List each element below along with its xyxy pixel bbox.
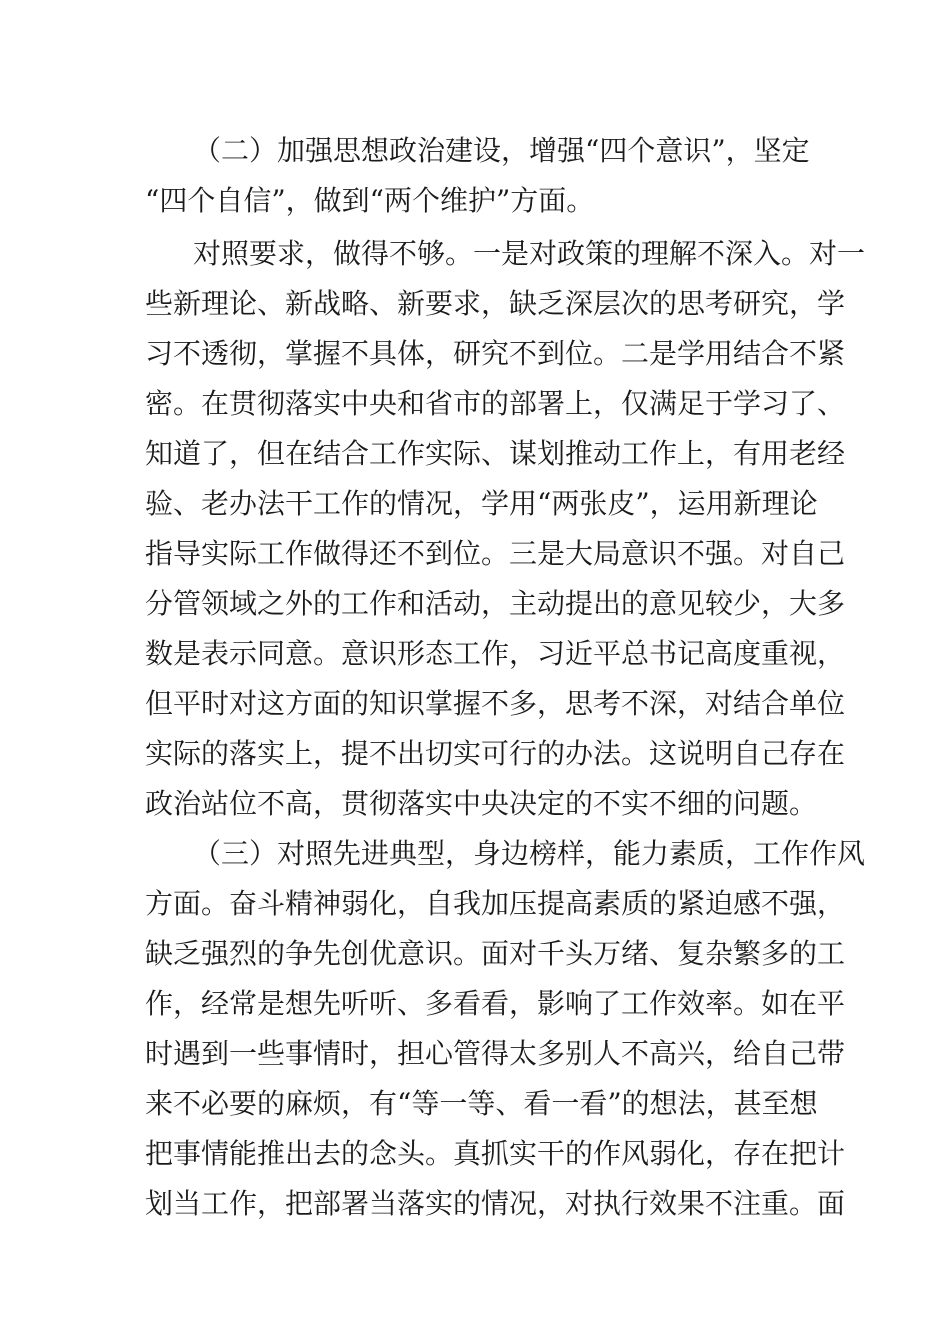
paragraph-line: 验、老办法干工作的情况，学用“两张皮”，运用新理论 [145, 487, 818, 520]
paragraph-line: 指导实际工作做得还不到位。三是大局意识不强。对自己 [145, 537, 846, 570]
paragraph-line: 密。在贯彻落实中央和省市的部署上，仅满足于学习了、 [145, 387, 846, 420]
paragraph-line: 来不必要的麻烦，有“等一等、看一看”的想法，甚至想 [145, 1087, 818, 1120]
paragraph-line: 作，经常是想先听听、多看看，影响了工作效率。如在平 [145, 987, 846, 1020]
paragraph-line: 习不透彻，掌握不具体，研究不到位。二是学用结合不紧 [145, 337, 846, 370]
paragraph-line: 分管领域之外的工作和活动，主动提出的意见较少，大多 [145, 587, 846, 620]
heading-section-2-line-2: “四个自信”，做到“两个维护”方面。 [145, 184, 595, 217]
paragraph-line: 把事情能推出去的念头。真抓实干的作风弱化，存在把计 [145, 1137, 846, 1170]
paragraph-line: 对照要求，做得不够。一是对政策的理解不深入。对一 [193, 237, 866, 270]
heading-section-2-line-1: （二）加强思想政治建设，增强“四个意识”，坚定 [193, 134, 810, 167]
paragraph-line: 时遇到一些事情时，担心管得太多别人不高兴，给自己带 [145, 1037, 846, 1070]
paragraph-line: 政治站位不高，贯彻落实中央决定的不实不细的问题。 [145, 787, 818, 820]
paragraph-line: 些新理论、新战略、新要求，缺乏深层次的思考研究，学 [145, 287, 846, 320]
heading-section-3-line-1: （三）对照先进典型，身边榜样，能力素质，工作作风 [193, 837, 866, 870]
paragraph-line: 但平时对这方面的知识掌握不多，思考不深，对结合单位 [145, 687, 846, 720]
paragraph-line: 实际的落实上，提不出切实可行的办法。这说明自己存在 [145, 737, 846, 770]
paragraph-line: 缺乏强烈的争先创优意识。面对千头万绪、复杂繁多的工 [145, 937, 846, 970]
paragraph-line: 知道了，但在结合工作实际、谋划推动工作上，有用老经 [145, 437, 846, 470]
paragraph-line: 方面。奋斗精神弱化，自我加压提高素质的紧迫感不强， [145, 887, 846, 920]
paragraph-line: 数是表示同意。意识形态工作，习近平总书记高度重视， [145, 637, 846, 670]
paragraph-line: 划当工作，把部署当落实的情况，对执行效果不注重。面 [145, 1187, 846, 1220]
